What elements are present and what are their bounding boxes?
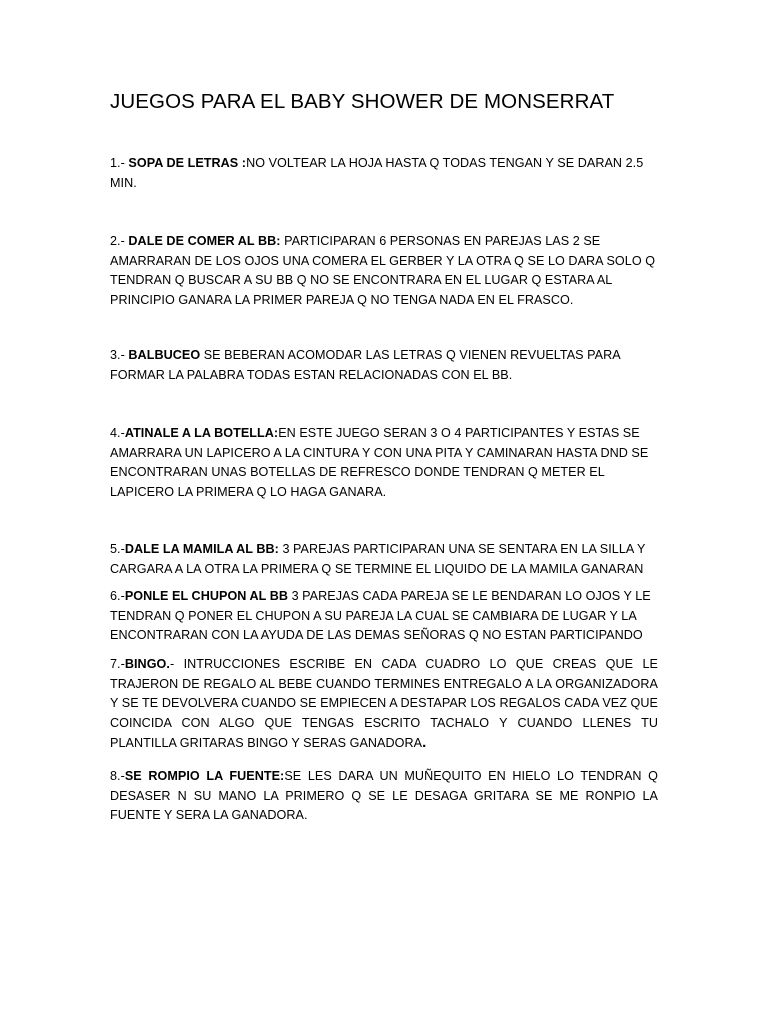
document-title: JUEGOS PARA EL BABY SHOWER DE MONSERRAT [110,90,615,113]
item-name: SOPA DE LETRAS : [128,156,247,170]
item-text: - INTRUCCIONES ESCRIBE EN CADA CUADRO LO QUE CREAS QUE LE TRAJERON DE REGALO AL BEBE CUANDO TERMINES ENTREGALO A LA ORGANIZADORA Y SE TE DEVOLVERA CUANDO SE EMPIECEN A DESTAPAR LOS REGALOS CADA VEZ QUE COINCIDA CON ALGO QUE TENGAS ESCRITO TACHALO Y CUANDO LLENES TU PLANTILLA GRITARAS BINGO Y SERAS GANADORA [110,657,658,751]
item-name: DALE LA MAMILA AL BB: [124,542,279,556]
item-number: 5.- [110,542,125,556]
item-name: SE ROMPIO LA FUENTE: [124,769,285,783]
item-text: 3 PAREJAS CADA PAREJA SE LE BENDARAN LO OJOS Y LE TENDRAN Q PONER EL CHUPON A SU PAREJA LA CUAL SE CAMBIARA DE LUGAR Y LA ENCONTRARAN CON LA AYUDA DE LAS DEMAS SEÑORAS Q NO ESTAN PARTICIPANDO [110,589,651,643]
item-text: SE BEBERAN ACOMODAR LAS LETRAS Q VIENEN REVUELTAS PARA FORMAR LA PALABRA TODAS ESTAN RELACIONADAS CON EL BB. [110,348,621,382]
item-text: PARTICIPARAN 6 PERSONAS EN PAREJAS LAS 2 SE AMARRARAN DE LOS OJOS UNA COMERA EL GERBER Y LA OTRA Q SE LO DARA SOLO Q TENDRAN Q BUSCAR A SU BB Q NO SE ENCONTRARA EN EL LUGAR Q ESTARA AL PRINCIPIO GANARA LA PRIMER PAREJA Q NO TENGA NADA EN EL FRASCO. [110,234,656,307]
game-item-4 [110,424,658,502]
item-number: 2.- [110,234,129,248]
item-text: NO VOLTEAR LA HOJA HASTA Q TODAS TENGAN Y SE DARAN 2.5 MIN. [110,156,644,190]
item-number: 6.- [110,589,125,603]
game-item-8 [110,767,658,826]
game-item-7 [110,655,658,754]
item-end-mark: . [422,734,427,752]
game-item-6 [110,587,658,646]
item-name: PONLE EL CHUPON AL BB [124,589,289,603]
item-name: DALE DE COMER AL BB: [128,234,281,248]
item-number: 1.- [110,156,129,170]
game-item-1 [110,154,658,193]
item-number: 7.- [110,657,125,671]
item-number: 4.- [110,426,125,440]
game-item-2 [110,232,658,310]
item-name: BALBUCEO [128,348,201,362]
game-item-3 [110,346,658,385]
item-number: 3.- [110,348,129,362]
item-name: BINGO. [124,657,170,671]
item-name: ATINALE A LA BOTELLA: [124,426,279,440]
item-number: 8.- [110,769,125,783]
item-text: EN ESTE JUEGO SERAN 3 O 4 PARTICIPANTES Y ESTAS SE AMARRARA UN LAPICERO A LA CINTURA Y CON UNA PITA Y CAMINARAN HASTA DND SE ENCONTRARAN UNAS BOTELLAS DE REFRESCO DONDE TENDRAN Q METER EL LAPICERO LA PRIMERA Q LO HAGA GANARA. [110,426,649,499]
game-item-5 [110,540,658,579]
item-text: SE LES DARA UN MUÑEQUITO EN HIELO LO TENDRAN Q DESASER N SU MANO LA PRIMERO Q SE LE DESAGA GRITARA SE ME RONPIO LA FUENTE Y SERA LA GANADORA. [110,769,658,823]
item-text: 3 PAREJAS PARTICIPARAN UNA SE SENTARA EN LA SILLA Y CARGARA A LA OTRA LA PRIMERA Q SE TERMINE EL LIQUIDO DE LA MAMILA GANARAN [110,542,646,576]
